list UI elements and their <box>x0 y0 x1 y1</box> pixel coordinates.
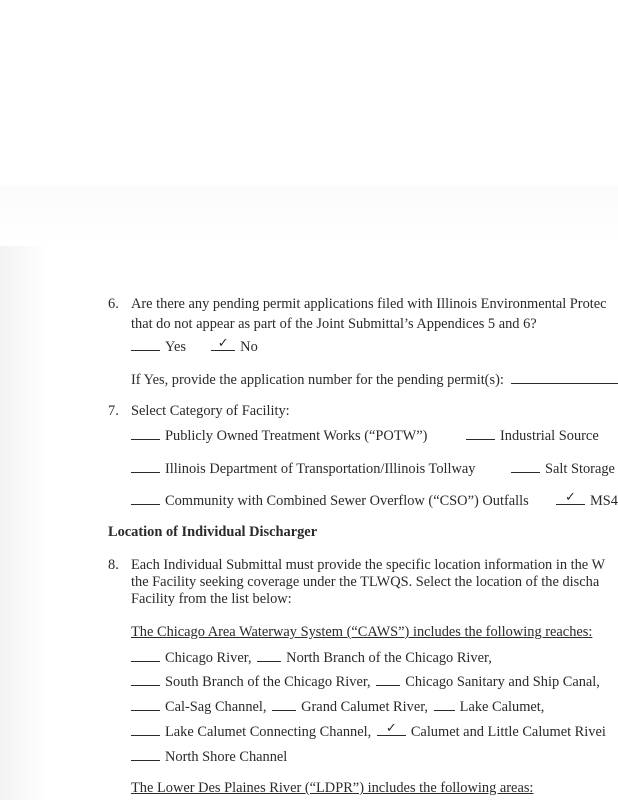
q7-cso-label: Community with Combined Sewer Overflow (“CSO”) Outfalls <box>165 493 529 509</box>
q7-option-cso <box>131 491 529 510</box>
caws-row-4 <box>131 722 606 741</box>
chicago-river-label: Chicago River, <box>165 650 252 666</box>
lake-calumet-connecting-label: Lake Calumet Connecting Channel, <box>165 724 372 740</box>
q6-yes-blank[interactable] <box>131 337 160 351</box>
section-heading-location: Location of Individual Discharger <box>108 524 318 540</box>
q7-ms4-label: MS4 <box>590 493 618 509</box>
lake-calumet-label: Lake Calumet, <box>459 699 545 715</box>
q8-text-line1: Each Individual Submittal must provide the specific location information in the W <box>131 557 606 573</box>
q6-number: 6. <box>108 296 119 312</box>
checkmark-icon: ✓ <box>385 721 397 736</box>
q7-idot-label: Illinois Department of Transportation/Illinois Tollway <box>165 461 476 477</box>
grand-calumet-label: Grand Calumet River, <box>301 699 429 715</box>
north-branch-label: North Branch of the Chicago River, <box>286 650 492 666</box>
calumet-little-calumet-label: Calumet and Little Calumet Rivei <box>410 724 606 740</box>
caws-row-1 <box>131 648 492 667</box>
q6-question-line1: Are there any pending permit applications filed with Illinois Environmental Protec <box>131 296 607 312</box>
q6-answer-row <box>131 337 258 356</box>
lake-calumet-connecting-blank[interactable] <box>131 722 160 736</box>
north-shore-label: North Shore Channel <box>165 749 288 765</box>
q7-salt-blank[interactable] <box>511 459 540 473</box>
q7-industrial-label: Industrial Source <box>500 428 599 444</box>
q6-no-label: No <box>240 339 258 355</box>
q7-cso-blank[interactable] <box>131 491 160 505</box>
chicago-river-blank[interactable] <box>131 648 160 662</box>
q7-potw-blank[interactable] <box>131 426 160 440</box>
q6-no-blank[interactable] <box>211 337 235 351</box>
south-branch-label: South Branch of the Chicago River, <box>165 674 371 690</box>
cal-sag-blank[interactable] <box>131 697 160 711</box>
caws-row-5 <box>131 747 287 766</box>
cal-sag-label: Cal-Sag Channel, <box>165 699 267 715</box>
q6-question-line2: that do not appear as part of the Joint Submittal’s Appendices 5 and 6? <box>131 316 537 332</box>
q6-yes-label: Yes <box>165 339 186 355</box>
checkmark-icon: ✓ <box>565 490 576 505</box>
grand-calumet-blank[interactable] <box>272 697 296 711</box>
q7-option-idot <box>131 459 476 478</box>
q7-number: 7. <box>108 403 119 419</box>
lake-calumet-blank[interactable] <box>434 697 455 711</box>
caws-row-2 <box>131 672 600 691</box>
q6-follow-up-text: If Yes, provide the application number for the pending permit(s): <box>131 372 504 388</box>
calumet-little-calumet-blank[interactable] <box>377 722 406 736</box>
north-branch-blank[interactable] <box>257 648 281 662</box>
q7-salt-label: Salt Storage <box>545 461 615 477</box>
q6-follow-up-row <box>131 370 618 389</box>
checkmark-icon: ✓ <box>217 336 229 351</box>
ldpr-heading: The Lower Des Plaines River (“LDPR”) includes the following areas: <box>131 780 534 796</box>
q8-text-line2: the Facility seeking coverage under the TLWQS. Select the location of the discha <box>131 574 600 590</box>
q6-application-number-field[interactable] <box>511 370 618 384</box>
north-shore-blank[interactable] <box>131 747 160 761</box>
q7-prompt: Select Category of Facility: <box>131 403 290 419</box>
q7-ms4-blank[interactable] <box>556 491 585 505</box>
q7-option-salt <box>511 459 615 478</box>
q7-industrial-blank[interactable] <box>466 426 495 440</box>
scan-shadow-left <box>0 186 48 800</box>
q8-number: 8. <box>108 557 119 573</box>
q8-text-line3: Facility from the list below: <box>131 591 292 607</box>
q7-idot-blank[interactable] <box>131 459 160 473</box>
q7-option-potw <box>131 426 427 445</box>
scan-shadow-top <box>0 186 618 246</box>
sanitary-ship-label: Chicago Sanitary and Ship Canal, <box>405 674 600 690</box>
q7-potw-label: Publicly Owned Treatment Works (“POTW”) <box>165 428 428 444</box>
south-branch-blank[interactable] <box>131 672 160 686</box>
caws-row-3 <box>131 697 544 716</box>
q7-option-ms4 <box>556 491 618 510</box>
sanitary-ship-blank[interactable] <box>376 672 400 686</box>
caws-heading: The Chicago Area Waterway System (“CAWS”) includes the following reaches: <box>131 624 593 640</box>
q7-option-industrial <box>466 426 599 445</box>
